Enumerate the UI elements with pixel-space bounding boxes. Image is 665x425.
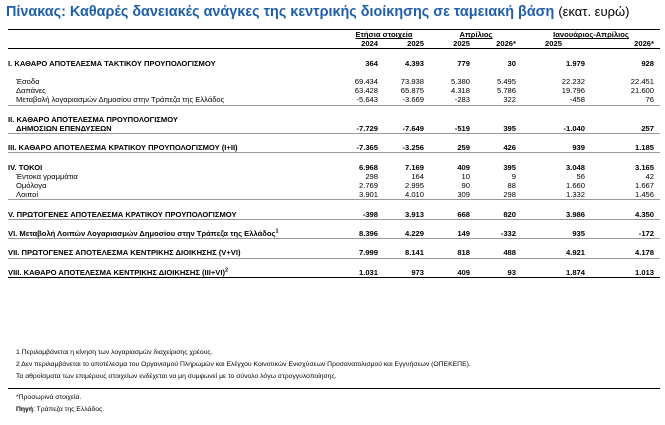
cell: 76 bbox=[591, 95, 660, 105]
row-label: VIII. ΚΑΘΑΡΟ ΑΠΟΤΕΛΕΣΜΑ ΚΕΝΤΡΙΚΗΣ ΔΙΟΙΚΗΣΗΣ $(III+VI)^2$ bbox=[8, 268, 338, 278]
cell: -172 bbox=[591, 229, 660, 239]
cell: -7.365 bbox=[338, 143, 384, 153]
cell: 409 bbox=[457, 162, 470, 172]
cell: -7.649 bbox=[384, 124, 430, 134]
cell: 5.495 bbox=[496, 77, 516, 87]
cell: -3.256 bbox=[384, 143, 430, 153]
cell: 818 bbox=[430, 248, 476, 258]
cell: 928 bbox=[641, 58, 654, 68]
cell: 9 bbox=[511, 171, 516, 181]
row-label: Έσοδα bbox=[16, 77, 40, 87]
cell: 65.875 bbox=[400, 86, 424, 96]
cell: 149 bbox=[430, 229, 476, 239]
source-note bbox=[16, 406, 104, 413]
source-text: : Τράπεζα της Ελλάδος. bbox=[33, 406, 105, 413]
row-label: V. ΠΡΩΤΟΓΕΝΕΣ ΑΠΟΤΕΛΕΣΜΑ ΚΡΑΤΙΚΟΥ ΠΡΟΥΠΟΛΟΓΙΣΜΟΥ bbox=[8, 210, 338, 220]
table-title bbox=[6, 4, 629, 20]
cell: 298 bbox=[476, 190, 522, 200]
source-label: Πηγή bbox=[16, 406, 33, 413]
cell: -398 bbox=[338, 210, 384, 220]
cell: -519 bbox=[430, 124, 476, 134]
cell: 2.995 bbox=[404, 181, 424, 191]
row-label: Ομόλογα bbox=[16, 181, 47, 191]
cell: 1.013 bbox=[591, 268, 660, 278]
header-year: 2025 bbox=[522, 39, 591, 49]
cell: 10 bbox=[461, 171, 470, 181]
cell: 63.428 bbox=[354, 86, 378, 96]
cell: 22.451 bbox=[630, 77, 654, 87]
cell: 22.232 bbox=[561, 77, 585, 87]
cell: 309 bbox=[430, 190, 476, 200]
cell: 1.660 bbox=[565, 181, 585, 191]
cell: 19.796 bbox=[561, 86, 585, 96]
cell: 56 bbox=[576, 171, 585, 181]
provisional-note: *Προσωρινά στοιχεία. bbox=[16, 394, 82, 401]
header-year: 2025 bbox=[430, 39, 476, 49]
header-year: 2026* bbox=[476, 39, 522, 49]
row-label: Έντοκα γραμμάτια bbox=[16, 171, 78, 181]
cell: 935 bbox=[522, 229, 591, 239]
row-label: Λοιποί bbox=[8, 190, 338, 200]
cell: 5.786 bbox=[496, 86, 516, 96]
header-year: 2024 bbox=[338, 39, 384, 49]
cell: 42 bbox=[645, 171, 654, 181]
cell: 1.332 bbox=[522, 190, 591, 200]
cell: 668 bbox=[430, 210, 476, 220]
footnote-2: 2 Δεν περιλαμβάνεται το αποτέλεσμα του Οργανισμού Πληρωμών και Ελέγχου Κοινοτικών Ενισχύσεων Προσανατολισμού και Εγγυήσεων (ΟΠΕΚΕΠΕ). bbox=[16, 361, 471, 368]
cell: 4.178 bbox=[591, 248, 660, 258]
row-label-cont: ΔΗΜΟΣΙΩΝ ΕΠΕΝΔΥΣΕΩΝ bbox=[8, 124, 338, 134]
table-row bbox=[8, 59, 660, 68]
cell: 298 bbox=[365, 171, 378, 181]
cell: 939 bbox=[522, 143, 591, 153]
footnote-1: 1 Περιλαμβάνεται η κίνηση των λογαριασμών διαχείρισης χρέους. bbox=[16, 349, 213, 356]
cell: 4.393 bbox=[404, 58, 424, 68]
header-group-jan-apr: Ιανουάριος-Απρίλιος bbox=[522, 30, 660, 40]
cell: 1.667 bbox=[634, 181, 654, 191]
cell: -3.669 bbox=[384, 95, 430, 105]
footnote-ref: 2 bbox=[225, 267, 229, 274]
cell: 395 bbox=[503, 162, 516, 172]
cell: 395 bbox=[476, 124, 522, 134]
cell: 4.350 bbox=[591, 210, 660, 220]
cell: 1.456 bbox=[591, 190, 660, 200]
cell: 8.141 bbox=[384, 248, 430, 258]
cell: 1.874 bbox=[522, 268, 591, 278]
cell: 820 bbox=[476, 210, 522, 220]
cell: 364 bbox=[365, 58, 378, 68]
cell: 322 bbox=[476, 95, 522, 105]
cell: 4.921 bbox=[522, 248, 591, 258]
table-row bbox=[8, 268, 660, 278]
row-label: VI. Μεταβολή Λοιπών Λογαριασμών Δημοσίου στην Τράπεζα της Ελλάδος$^1$ bbox=[8, 229, 338, 239]
financial-table bbox=[8, 29, 660, 278]
table-row bbox=[8, 77, 660, 86]
cell: 90 bbox=[461, 181, 470, 191]
table-row bbox=[8, 124, 660, 134]
table-row bbox=[8, 86, 660, 95]
cell: 426 bbox=[476, 143, 522, 153]
header-row-years bbox=[8, 39, 660, 49]
table-row bbox=[8, 115, 660, 124]
cell: 4.229 bbox=[384, 229, 430, 239]
cell: -332 bbox=[476, 229, 522, 239]
row-label: III. ΚΑΘΑΡΟ ΑΠΟΤΕΛΕΣΜΑ ΚΡΑΤΙΚΟΥ ΠΡΟΥΠΟΛΟΓΙΣΜΟΥ (I+II) bbox=[8, 143, 338, 153]
cell: 8.396 bbox=[338, 229, 384, 239]
footnote-rounding: Τα αθροίσματα των επιμέρους στοιχείων ενδέχεται να μη συμφωνεί με το σύνολο λόγω στρογγυλοποίησης. bbox=[16, 373, 337, 380]
cell: 5.380 bbox=[450, 77, 470, 87]
row-label: VII. ΠΡΩΤΟΓΕΝΕΣ ΑΠΟΤΕΛΕΣΜΑ ΚΕΝΤΡΙΚΗΣ ΔΙΟΙΚΗΣΗΣ (V+VI) bbox=[8, 248, 338, 258]
header-row-groups bbox=[8, 30, 660, 40]
table-row bbox=[8, 248, 660, 258]
cell: -458 bbox=[522, 95, 591, 105]
table-title-unit: (εκατ. ευρώ) bbox=[558, 4, 630, 19]
cell: -5.643 bbox=[338, 95, 384, 105]
row-label: II. ΚΑΘΑΡΟ ΑΠΟΤΕΛΕΣΜΑ ΠΡΟΥΠΟΛΟΓΙΣΜΟΥ bbox=[8, 114, 178, 124]
row-label: IV. ΤΟΚΟΙ bbox=[8, 162, 43, 172]
cell: 409 bbox=[430, 268, 476, 278]
cell: -283 bbox=[430, 95, 476, 105]
table-row bbox=[8, 172, 660, 181]
cell: 30 bbox=[507, 58, 516, 68]
cell: 1.979 bbox=[565, 58, 585, 68]
table-row bbox=[8, 163, 660, 172]
header-group-annual: Ετήσια στοιχεία bbox=[338, 30, 430, 40]
cell: 779 bbox=[457, 58, 470, 68]
table-row bbox=[8, 190, 660, 200]
table-row bbox=[8, 143, 660, 153]
header-group-april: Απρίλιος bbox=[430, 30, 522, 40]
table-row bbox=[8, 210, 660, 220]
header-year: 2025 bbox=[384, 39, 430, 49]
cell: 21.600 bbox=[630, 86, 654, 96]
row-label: Μεταβολή λογαριασμών Δημοσίου στην Τράπεζα της Ελλάδος bbox=[8, 95, 338, 105]
footnote-ref: 1 bbox=[275, 228, 279, 235]
table-title-main: Πίνακας: Καθαρές δανειακές ανάγκες της κεντρικής διοίκησης σε ταμειακή βάση bbox=[6, 4, 555, 20]
row-label: I. ΚΑΘΑΡΟ ΑΠΟΤΕΛΕΣΜΑ ΤΑΚΤΙΚΟΥ ΠΡΟΥΠΟΛΟΓΙΣΜΟΥ bbox=[8, 58, 216, 68]
cell: 1.185 bbox=[591, 143, 660, 153]
row-label: Δαπάνες bbox=[16, 86, 46, 96]
cell: 69.434 bbox=[354, 77, 378, 87]
cell: 973 bbox=[384, 268, 430, 278]
cell: 7.169 bbox=[404, 162, 424, 172]
cell: 93 bbox=[476, 268, 522, 278]
table-row bbox=[8, 229, 660, 239]
cell: 6.968 bbox=[358, 162, 378, 172]
cell: 3.048 bbox=[565, 162, 585, 172]
table-row bbox=[8, 95, 660, 105]
header-year: 2026* bbox=[591, 39, 660, 49]
table-row bbox=[8, 181, 660, 190]
cell: 3.901 bbox=[338, 190, 384, 200]
cell: 4.318 bbox=[450, 86, 470, 96]
cell: 488 bbox=[476, 248, 522, 258]
cell: 3.986 bbox=[522, 210, 591, 220]
cell: 164 bbox=[411, 171, 424, 181]
cell: 73.938 bbox=[400, 77, 424, 87]
cell: -1.040 bbox=[522, 124, 591, 134]
cell: 3.165 bbox=[634, 162, 654, 172]
cell: 2.769 bbox=[358, 181, 378, 191]
cell: 259 bbox=[430, 143, 476, 153]
cell: 7.999 bbox=[338, 248, 384, 258]
cell: 257 bbox=[591, 124, 660, 134]
cell: 88 bbox=[507, 181, 516, 191]
cell: -7.729 bbox=[338, 124, 384, 134]
cell: 1.031 bbox=[338, 268, 384, 278]
cell: 3.913 bbox=[384, 210, 430, 220]
cell: 4.010 bbox=[384, 190, 430, 200]
footer-divider bbox=[8, 388, 660, 389]
